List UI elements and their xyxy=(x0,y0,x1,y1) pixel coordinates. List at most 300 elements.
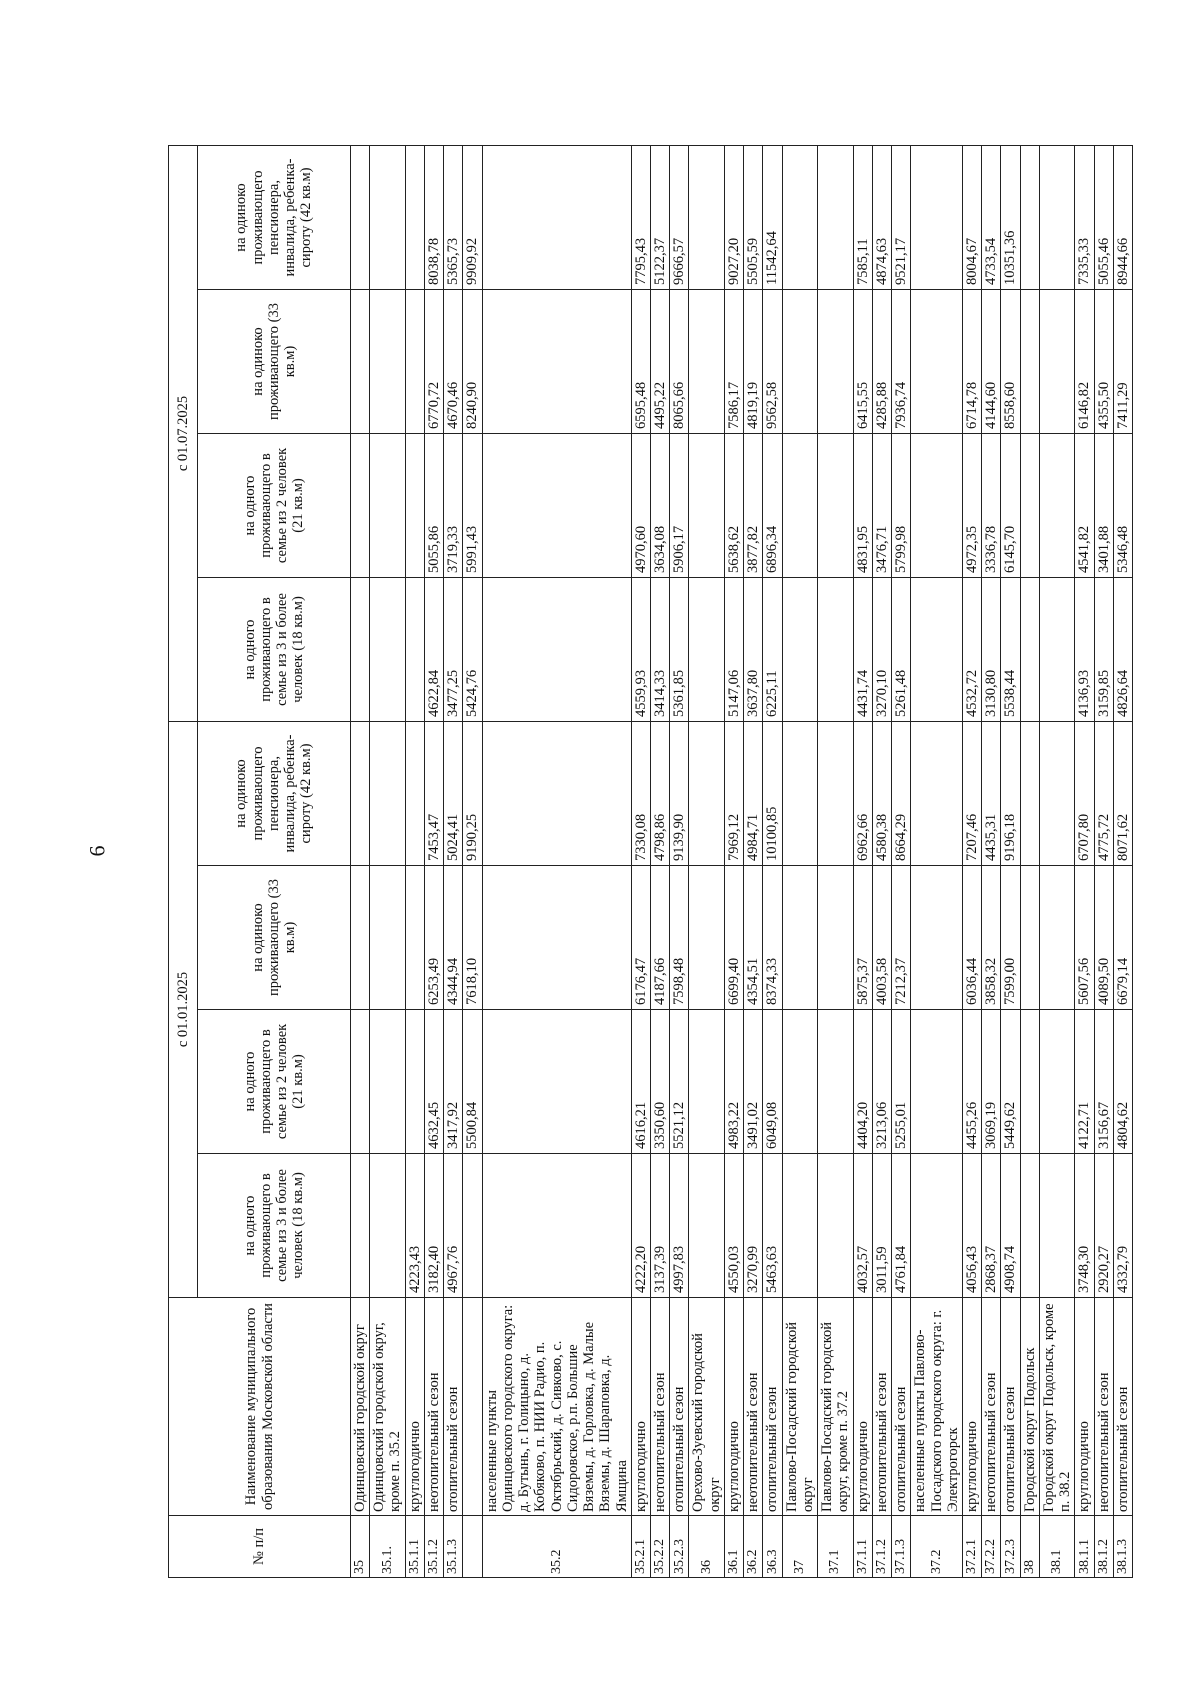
value-cell: 5906,17 xyxy=(670,434,689,578)
table-row xyxy=(1020,146,1039,1578)
value-cell: 5521,12 xyxy=(670,1010,689,1154)
value-cell: 10351,36 xyxy=(1001,146,1020,290)
table-row xyxy=(818,146,853,1578)
header-column: на одного проживающего в семье из 2 человек (21 кв.м) xyxy=(198,1010,351,1154)
value-cell: 4435,31 xyxy=(982,722,1001,866)
value-cell xyxy=(818,1154,853,1298)
value-cell: 4622,84 xyxy=(424,578,443,722)
value-cell xyxy=(818,866,853,1010)
row-name: неотопительный сезон xyxy=(982,1298,1001,1516)
row-number: 37.2 xyxy=(911,1516,963,1578)
value-cell: 4798,86 xyxy=(650,722,669,866)
row-number: 35 xyxy=(351,1516,370,1578)
value-cell: 4908,74 xyxy=(1001,1154,1020,1298)
value-cell: 5261,48 xyxy=(892,578,911,722)
value-cell: 2920,27 xyxy=(1094,1154,1113,1298)
value-cell: 8944,66 xyxy=(1113,146,1132,290)
value-cell: 6253,49 xyxy=(424,866,443,1010)
value-cell: 9190,25 xyxy=(463,722,482,866)
value-cell: 6962,66 xyxy=(853,722,872,866)
table-row xyxy=(370,146,405,1578)
value-cell xyxy=(689,1010,724,1154)
value-cell: 5538,44 xyxy=(1001,578,1020,722)
value-cell: 7411,29 xyxy=(1113,290,1132,434)
row-number: 35.1.2 xyxy=(424,1516,443,1578)
value-cell: 5055,46 xyxy=(1094,146,1113,290)
row-name: отопительный сезон xyxy=(444,1298,463,1516)
value-cell: 5449,62 xyxy=(1001,1010,1020,1154)
value-cell xyxy=(405,578,424,722)
value-cell: 5463,63 xyxy=(763,1154,782,1298)
value-cell: 4983,22 xyxy=(724,1010,743,1154)
value-cell: 8065,66 xyxy=(670,290,689,434)
row-name: отопительный сезон xyxy=(763,1298,782,1516)
value-cell: 5055,86 xyxy=(424,434,443,578)
value-cell xyxy=(1020,1010,1039,1154)
value-cell: 4972,35 xyxy=(962,434,981,578)
value-cell: 7207,46 xyxy=(962,722,981,866)
row-number: 38.1.2 xyxy=(1094,1516,1113,1578)
value-cell xyxy=(818,146,853,290)
table-row xyxy=(853,146,872,1578)
value-cell: 3336,78 xyxy=(982,434,1001,578)
value-cell: 4826,64 xyxy=(1113,578,1132,722)
header-column: на одного проживающего в семье из 3 и более человек (18 кв.м) xyxy=(198,578,351,722)
value-cell xyxy=(405,146,424,290)
table-row xyxy=(892,146,911,1578)
value-cell: 4136,93 xyxy=(1075,578,1094,722)
value-cell: 4532,72 xyxy=(962,578,981,722)
row-name: Одинцовский городской округ xyxy=(351,1298,370,1516)
value-cell: 4089,50 xyxy=(1094,866,1113,1010)
value-cell: 7212,37 xyxy=(892,866,911,1010)
value-cell: 9909,92 xyxy=(463,146,482,290)
table-row xyxy=(351,146,370,1578)
value-cell xyxy=(1020,146,1039,290)
table-body xyxy=(351,146,1133,1578)
value-cell: 9562,58 xyxy=(763,290,782,434)
value-cell xyxy=(405,434,424,578)
value-cell: 4733,54 xyxy=(982,146,1001,290)
value-cell: 6699,40 xyxy=(724,866,743,1010)
row-name: круглогодично xyxy=(1075,1298,1094,1516)
value-cell: 4550,03 xyxy=(724,1154,743,1298)
table-row xyxy=(962,146,981,1578)
header-period-1: с 01.01.2025 xyxy=(169,722,198,1298)
value-cell: 5991,43 xyxy=(463,434,482,578)
row-name: неотопительный сезон xyxy=(650,1298,669,1516)
value-cell: 6225,11 xyxy=(763,578,782,722)
value-cell: 11542,64 xyxy=(763,146,782,290)
value-cell xyxy=(1020,290,1039,434)
value-cell xyxy=(689,1154,724,1298)
value-cell xyxy=(782,578,817,722)
row-number: 37.1 xyxy=(818,1516,853,1578)
row-name: Одинцовский городской округ, кроме п. 35.2 xyxy=(370,1298,405,1516)
value-cell xyxy=(911,434,963,578)
value-cell: 4222,20 xyxy=(631,1154,650,1298)
value-cell: 5500,84 xyxy=(463,1010,482,1154)
value-cell xyxy=(463,1154,482,1298)
value-cell xyxy=(782,146,817,290)
value-cell: 3417,92 xyxy=(444,1010,463,1154)
row-name: неотопительный сезон xyxy=(872,1298,891,1516)
value-cell xyxy=(482,1154,631,1298)
value-cell xyxy=(1039,146,1074,290)
table-row xyxy=(463,146,482,1578)
value-cell: 3270,99 xyxy=(744,1154,763,1298)
row-name: отопительный сезон xyxy=(1113,1298,1132,1516)
value-cell: 7335,33 xyxy=(1075,146,1094,290)
table-row xyxy=(724,146,743,1578)
row-number: 36.2 xyxy=(744,1516,763,1578)
header-period-2: с 01.07.2025 xyxy=(169,146,198,722)
value-cell: 3069,19 xyxy=(982,1010,1001,1154)
value-cell xyxy=(370,146,405,290)
table-row xyxy=(482,146,631,1578)
row-name: населенные пункты Одинцовского городского округа: д. Бутынь, г. Голицыно, д. Кобяково, п. НИИ Радио, п. Октябрьский, д. Сивково, с. Сидоровское, р.п. Большие Вяземы, д. Горловка, д. Малые Вяземы, д. Шараповка, д. Ямщина xyxy=(482,1298,631,1516)
value-cell xyxy=(482,1010,631,1154)
value-cell: 4559,93 xyxy=(631,578,650,722)
row-name: Городской округ Подольск, кроме п. 38.2 xyxy=(1039,1298,1074,1516)
page-number: 6 xyxy=(84,845,110,857)
value-cell xyxy=(482,290,631,434)
row-number: 35.2.3 xyxy=(670,1516,689,1578)
value-cell xyxy=(405,1010,424,1154)
value-cell: 4761,84 xyxy=(892,1154,911,1298)
row-name: отопительный сезон xyxy=(892,1298,911,1516)
value-cell: 5346,48 xyxy=(1113,434,1132,578)
value-cell: 5147,06 xyxy=(724,578,743,722)
value-cell xyxy=(370,1154,405,1298)
value-cell: 6415,55 xyxy=(853,290,872,434)
value-cell: 9666,57 xyxy=(670,146,689,290)
value-cell xyxy=(405,866,424,1010)
row-number: 38 xyxy=(1020,1516,1039,1578)
row-name: Орехово-Зуевский городской округ xyxy=(689,1298,724,1516)
value-cell xyxy=(911,146,963,290)
value-cell: 9521,17 xyxy=(892,146,911,290)
value-cell: 3491,02 xyxy=(744,1010,763,1154)
value-cell: 6714,78 xyxy=(962,290,981,434)
value-cell: 4404,20 xyxy=(853,1010,872,1154)
table-row xyxy=(1039,146,1074,1578)
value-cell: 7618,10 xyxy=(463,866,482,1010)
value-cell xyxy=(818,578,853,722)
value-cell: 7586,17 xyxy=(724,290,743,434)
value-cell: 6146,82 xyxy=(1075,290,1094,434)
value-cell: 4804,62 xyxy=(1113,1010,1132,1154)
value-cell: 5505,59 xyxy=(744,146,763,290)
value-cell xyxy=(1020,578,1039,722)
value-cell: 7453,47 xyxy=(424,722,443,866)
value-cell xyxy=(482,866,631,1010)
row-number: 35.1.1 xyxy=(405,1516,424,1578)
value-cell xyxy=(782,1010,817,1154)
value-cell xyxy=(782,1154,817,1298)
value-cell xyxy=(482,146,631,290)
row-number: 36.1 xyxy=(724,1516,743,1578)
row-name: отопительный сезон xyxy=(670,1298,689,1516)
value-cell: 6896,34 xyxy=(763,434,782,578)
value-cell xyxy=(351,290,370,434)
value-cell: 4670,46 xyxy=(444,290,463,434)
value-cell: 4580,38 xyxy=(872,722,891,866)
header-column: на одиноко проживающего (33 кв.м) xyxy=(198,866,351,1010)
value-cell xyxy=(782,434,817,578)
value-cell xyxy=(782,290,817,434)
value-cell: 4819,19 xyxy=(744,290,763,434)
row-number: 37.2.1 xyxy=(962,1516,981,1578)
value-cell: 6176,47 xyxy=(631,866,650,1010)
row-number: 38.1.3 xyxy=(1113,1516,1132,1578)
value-cell xyxy=(370,434,405,578)
row-name: круглогодично xyxy=(631,1298,650,1516)
header-name: Наименование муниципального образования Московской области xyxy=(169,1298,351,1516)
value-cell: 4285,88 xyxy=(872,290,891,434)
row-name xyxy=(463,1298,482,1516)
row-name: отопительный сезон xyxy=(1001,1298,1020,1516)
value-cell xyxy=(1020,722,1039,866)
value-cell xyxy=(351,434,370,578)
value-cell xyxy=(911,1010,963,1154)
value-cell: 4616,21 xyxy=(631,1010,650,1154)
value-cell: 6595,48 xyxy=(631,290,650,434)
value-cell: 4831,95 xyxy=(853,434,872,578)
table-row xyxy=(911,146,963,1578)
value-cell: 4354,51 xyxy=(744,866,763,1010)
row-name: неотопительный сезон xyxy=(744,1298,763,1516)
value-cell xyxy=(370,578,405,722)
value-cell xyxy=(689,578,724,722)
rotated-table-container xyxy=(168,146,1131,1578)
value-cell xyxy=(370,1010,405,1154)
value-cell xyxy=(1039,722,1074,866)
value-cell: 3350,60 xyxy=(650,1010,669,1154)
value-cell: 9196,18 xyxy=(1001,722,1020,866)
value-cell: 3719,33 xyxy=(444,434,463,578)
table-row xyxy=(631,146,650,1578)
value-cell xyxy=(1020,434,1039,578)
value-cell: 7936,74 xyxy=(892,290,911,434)
value-cell xyxy=(818,1010,853,1154)
value-cell: 4997,83 xyxy=(670,1154,689,1298)
value-cell xyxy=(370,290,405,434)
value-cell: 4187,66 xyxy=(650,866,669,1010)
row-number: 37.2.2 xyxy=(982,1516,1001,1578)
header-num: № п/п xyxy=(169,1516,351,1578)
value-cell xyxy=(482,434,631,578)
value-cell: 8071,62 xyxy=(1113,722,1132,866)
value-cell: 5607,56 xyxy=(1075,866,1094,1010)
value-cell: 10100,85 xyxy=(763,722,782,866)
value-cell: 4056,43 xyxy=(962,1154,981,1298)
value-cell xyxy=(782,866,817,1010)
value-cell xyxy=(1039,290,1074,434)
table-row xyxy=(763,146,782,1578)
row-name: Павлово-Посадский городской округ xyxy=(782,1298,817,1516)
value-cell: 5365,73 xyxy=(444,146,463,290)
row-name: круглогодично xyxy=(405,1298,424,1516)
value-cell: 9027,20 xyxy=(724,146,743,290)
value-cell: 3414,33 xyxy=(650,578,669,722)
table-row xyxy=(744,146,763,1578)
value-cell xyxy=(911,1154,963,1298)
value-cell xyxy=(1039,578,1074,722)
value-cell xyxy=(482,578,631,722)
value-cell: 8240,90 xyxy=(463,290,482,434)
table-row xyxy=(872,146,891,1578)
value-cell: 4003,58 xyxy=(872,866,891,1010)
value-cell: 4431,74 xyxy=(853,578,872,722)
value-cell: 3858,32 xyxy=(982,866,1001,1010)
table-row xyxy=(650,146,669,1578)
header-column: на одиноко проживающего (33 кв.м) xyxy=(198,290,351,434)
value-cell: 3130,80 xyxy=(982,578,1001,722)
value-cell xyxy=(689,146,724,290)
value-cell xyxy=(911,290,963,434)
value-cell: 4495,22 xyxy=(650,290,669,434)
value-cell xyxy=(689,434,724,578)
row-number: 35.2 xyxy=(482,1516,631,1578)
row-name: неотопительный сезон xyxy=(424,1298,443,1516)
value-cell: 5875,37 xyxy=(853,866,872,1010)
value-cell: 3137,39 xyxy=(650,1154,669,1298)
value-cell: 3159,85 xyxy=(1094,578,1113,722)
table-row xyxy=(982,146,1001,1578)
value-cell xyxy=(1039,434,1074,578)
row-name: Городской округ Подольск xyxy=(1020,1298,1039,1516)
table-row xyxy=(405,146,424,1578)
value-cell: 6770,72 xyxy=(424,290,443,434)
value-cell: 6679,14 xyxy=(1113,866,1132,1010)
table-row xyxy=(444,146,463,1578)
value-cell: 4122,71 xyxy=(1075,1010,1094,1154)
value-cell: 5255,01 xyxy=(892,1010,911,1154)
value-cell: 5122,37 xyxy=(650,146,669,290)
value-cell xyxy=(1039,866,1074,1010)
row-number: 38.1.1 xyxy=(1075,1516,1094,1578)
row-name: Павлово-Посадский городской округ, кроме п. 37.2 xyxy=(818,1298,853,1516)
row-name: круглогодично xyxy=(724,1298,743,1516)
value-cell: 7598,48 xyxy=(670,866,689,1010)
value-cell: 3634,08 xyxy=(650,434,669,578)
row-number: 36 xyxy=(689,1516,724,1578)
row-number: 37.1.1 xyxy=(853,1516,872,1578)
value-cell xyxy=(689,866,724,1010)
value-cell: 6049,08 xyxy=(763,1010,782,1154)
value-cell: 3748,30 xyxy=(1075,1154,1094,1298)
value-cell: 4144,60 xyxy=(982,290,1001,434)
value-cell: 3401,88 xyxy=(1094,434,1113,578)
value-cell: 4355,50 xyxy=(1094,290,1113,434)
value-cell: 4632,45 xyxy=(424,1010,443,1154)
value-cell: 3156,67 xyxy=(1094,1010,1113,1154)
value-cell xyxy=(911,578,963,722)
value-cell xyxy=(351,578,370,722)
value-cell: 5638,62 xyxy=(724,434,743,578)
value-cell: 7969,12 xyxy=(724,722,743,866)
value-cell xyxy=(351,1010,370,1154)
value-cell xyxy=(782,722,817,866)
table-row xyxy=(1075,146,1094,1578)
value-cell xyxy=(351,866,370,1010)
value-cell: 6707,80 xyxy=(1075,722,1094,866)
row-number: 37.2.3 xyxy=(1001,1516,1020,1578)
value-cell: 3213,06 xyxy=(872,1010,891,1154)
value-cell: 4775,72 xyxy=(1094,722,1113,866)
value-cell: 4970,60 xyxy=(631,434,650,578)
value-cell xyxy=(911,866,963,1010)
row-number xyxy=(463,1516,482,1578)
table-row xyxy=(782,146,817,1578)
value-cell xyxy=(405,722,424,866)
row-number: 37.1.3 xyxy=(892,1516,911,1578)
value-cell: 4874,63 xyxy=(872,146,891,290)
value-cell: 5799,98 xyxy=(892,434,911,578)
value-cell: 4455,26 xyxy=(962,1010,981,1154)
value-cell xyxy=(818,290,853,434)
row-number: 38.1 xyxy=(1039,1516,1074,1578)
value-cell: 3476,71 xyxy=(872,434,891,578)
value-cell: 4541,82 xyxy=(1075,434,1094,578)
row-number: 35.1. xyxy=(370,1516,405,1578)
value-cell xyxy=(1039,1010,1074,1154)
header-column: на одиноко проживающего пенсионера, инвалида, ребенка-сироту (42 кв.м) xyxy=(198,146,351,290)
value-cell xyxy=(818,722,853,866)
value-cell: 8664,29 xyxy=(892,722,911,866)
value-cell xyxy=(405,290,424,434)
value-cell: 4967,76 xyxy=(444,1154,463,1298)
row-number: 37 xyxy=(782,1516,817,1578)
value-cell: 3011,59 xyxy=(872,1154,891,1298)
value-cell xyxy=(351,146,370,290)
table-row xyxy=(1094,146,1113,1578)
value-cell xyxy=(911,722,963,866)
row-number: 35.2.2 xyxy=(650,1516,669,1578)
value-cell: 9139,90 xyxy=(670,722,689,866)
row-number: 35.1.3 xyxy=(444,1516,463,1578)
row-name: круглогодично xyxy=(962,1298,981,1516)
value-cell xyxy=(818,434,853,578)
row-name: неотопительный сезон xyxy=(1094,1298,1113,1516)
value-cell: 7599,00 xyxy=(1001,866,1020,1010)
value-cell xyxy=(482,722,631,866)
row-number: 35.2.1 xyxy=(631,1516,650,1578)
value-cell: 8374,33 xyxy=(763,866,782,1010)
row-number: 37.1.2 xyxy=(872,1516,891,1578)
value-cell: 8558,60 xyxy=(1001,290,1020,434)
value-cell: 3477,25 xyxy=(444,578,463,722)
value-cell: 3877,82 xyxy=(744,434,763,578)
value-cell: 5361,85 xyxy=(670,578,689,722)
value-cell: 4223,43 xyxy=(405,1154,424,1298)
value-cell: 7795,43 xyxy=(631,146,650,290)
value-cell: 4344,94 xyxy=(444,866,463,1010)
value-cell: 2868,37 xyxy=(982,1154,1001,1298)
table-row xyxy=(1113,146,1132,1578)
value-cell xyxy=(351,722,370,866)
value-cell xyxy=(1020,866,1039,1010)
value-cell: 5424,76 xyxy=(463,578,482,722)
value-cell: 3270,10 xyxy=(872,578,891,722)
header-column: на одного проживающего в семье из 2 человек (21 кв.м) xyxy=(198,434,351,578)
table-row xyxy=(1001,146,1020,1578)
value-cell: 4332,79 xyxy=(1113,1154,1132,1298)
table-row xyxy=(670,146,689,1578)
value-cell xyxy=(689,290,724,434)
value-cell xyxy=(689,722,724,866)
